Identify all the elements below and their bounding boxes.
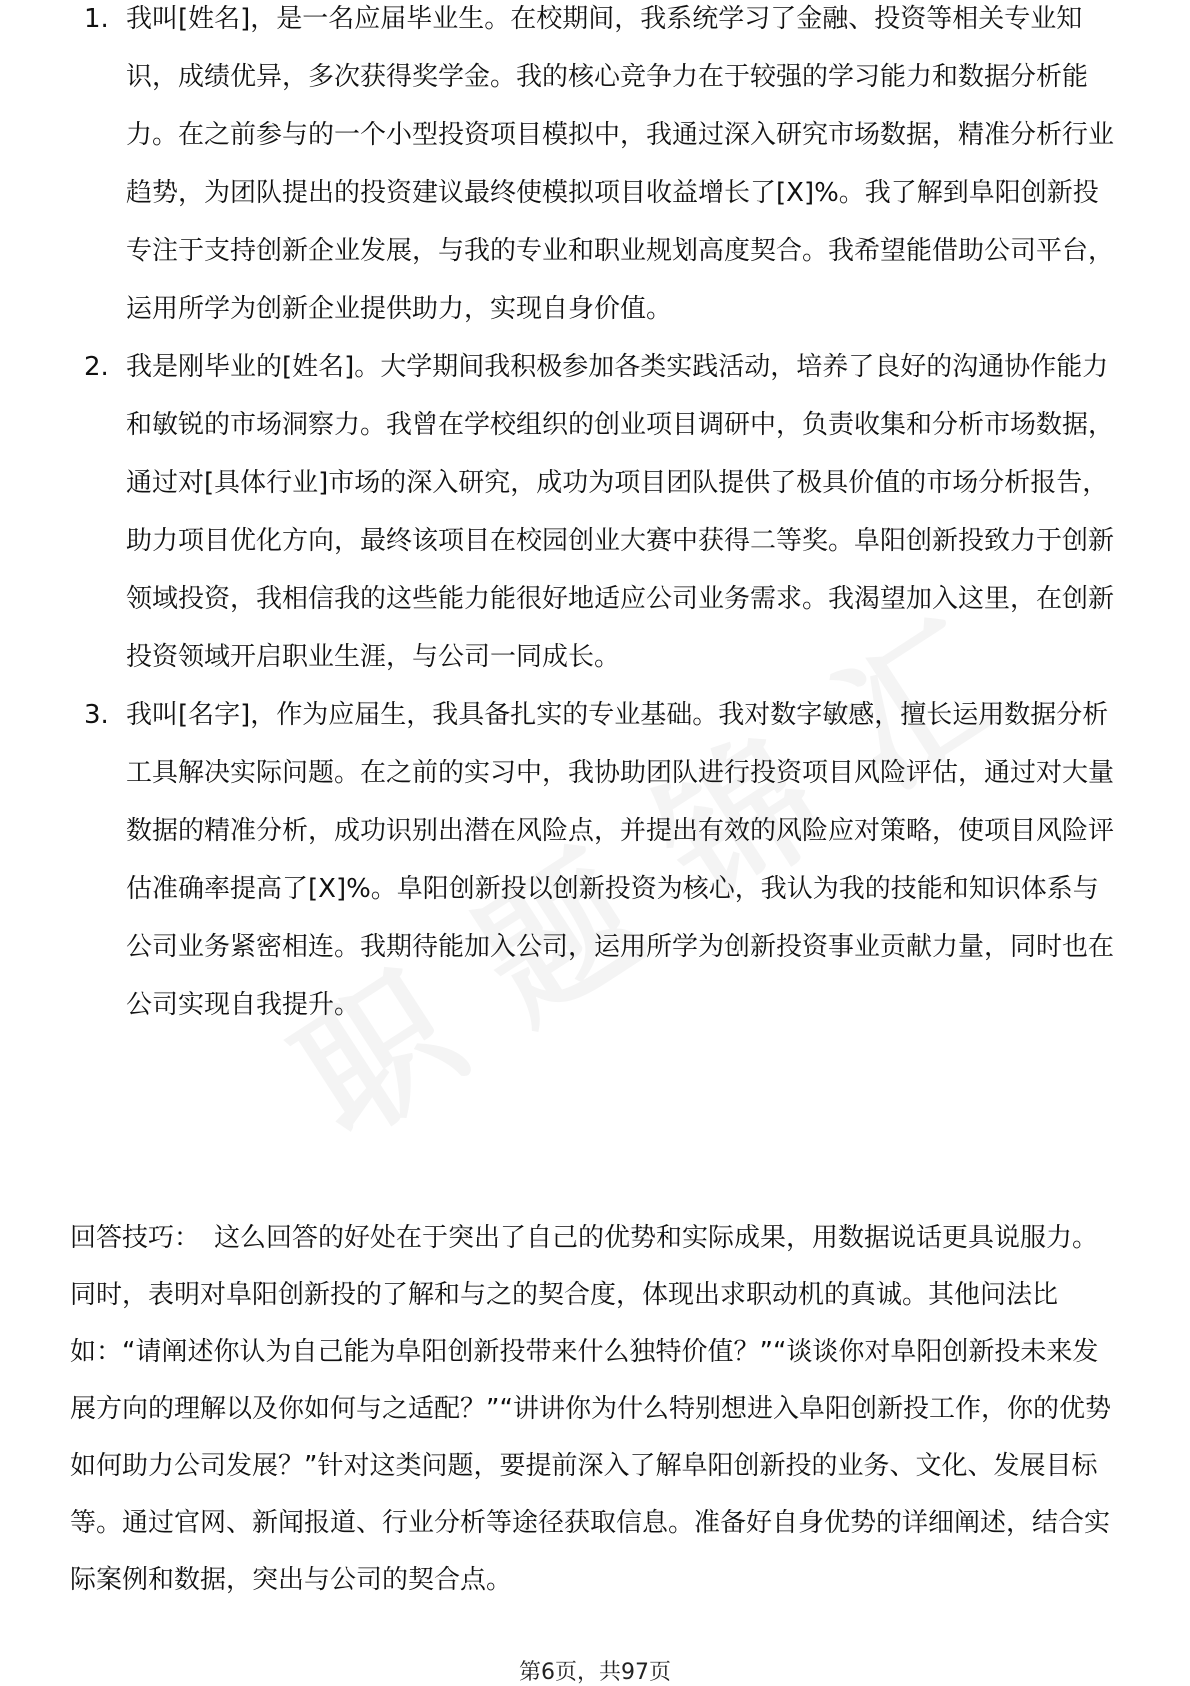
answer-number: 2. — [84, 352, 109, 382]
tips-label: 回答技巧： — [70, 1223, 201, 1253]
answer-text: 我叫[姓名]，是一名应届毕业生。在校期间，我系统学习了金融、投资等相关专业知识，成绩优异，多次获得奖学金。我的核心竞争力在于较强的学习能力和数据分析能力。在之前参与的一个小型投资项目模拟中，我通过深入研究市场数据，精准分析行业趋势，为团队提出的投资建议最终使模拟项目收益增长了[X]%。我了解到阜阳创新投专注于支持创新企业发展，与我的专业和职业规划高度契合。我希望能借助公司平台，运用所学为创新企业提供助力，实现自身价值。 — [126, 4, 1115, 324]
answer-item-1 — [70, 0, 1120, 338]
answer-text: 我是刚毕业的[姓名]。大学期间我积极参加各类实践活动，培养了良好的沟通协作能力和敏锐的市场洞察力。我曾在学校组织的创业项目调研中，负责收集和分析市场数据，通过对[具体行业]市场的深入研究，成功为项目团队提供了极具价值的市场分析报告，助力项目优化方向，最终该项目在校园创业大赛中获得二等奖。阜阳创新投致力于创新领域投资，我相信我的这些能力能很好地适应公司业务需求。我渴望加入这里，在创新投资领域开启职业生涯，与公司一同成长。 — [126, 352, 1115, 672]
answer-item-2 — [70, 338, 1120, 686]
answer-tips — [70, 1210, 1120, 1609]
answer-number: 3. — [84, 700, 109, 730]
answer-item-3 — [70, 686, 1120, 1034]
answer-number: 1. — [84, 4, 109, 34]
answer-text: 我叫[名字]，作为应届生，我具备扎实的专业基础。我对数字敏感，擅长运用数据分析工具解决实际问题。在之前的实习中，我协助团队进行投资项目风险评估，通过对大量数据的精准分析，成功识别出潜在风险点，并提出有效的风险应对策略，使项目风险评估准确率提高了[X]%。阜阳创新投以创新投资为核心，我认为我的技能和知识体系与公司业务紧密相连。我期待能加入公司，运用所学为创新投资事业贡献力量，同时也在公司实现自我提升。 — [126, 700, 1115, 1020]
page-number: 第6页，共97页 — [519, 1660, 671, 1685]
sample-answers-list — [70, 0, 1120, 1034]
tips-text: 这么回答的好处在于突出了自己的优势和实际成果，用数据说话更具说服力。同时，表明对阜阳创新投的了解和与之的契合度，体现出求职动机的真诚。其他问法比如：“请阐述你认为自己能为阜阳创新投带来什么独特价值？”“谈谈你对阜阳创新投未来发展方向的理解以及你如何与之适配？”“讲讲你为什么特别想进入阜阳创新投工作，你的优势如何助力公司发展？”针对这类问题，要提前深入了解阜阳创新投的业务、文化、发展目标等。通过官网、新闻报道、行业分析等途径获取信息。准备好自身优势的详细阐述，结合实际案例和数据，突出与公司的契合点。 — [70, 1223, 1111, 1595]
